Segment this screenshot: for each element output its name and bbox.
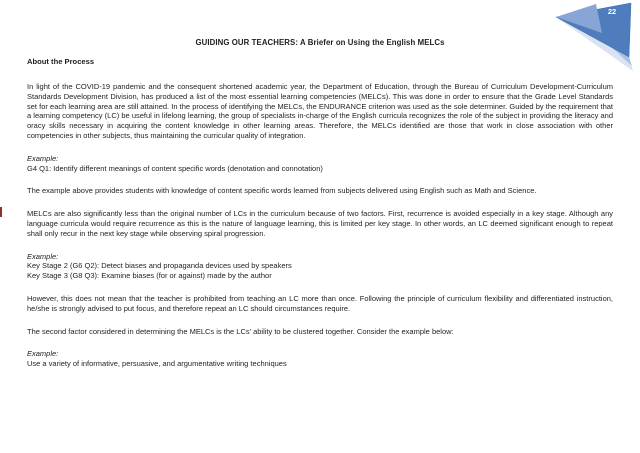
left-edge-artifact	[0, 207, 2, 217]
example-line: Key Stage 2 (G6 Q2): Detect biases and propaganda devices used by speakers	[27, 261, 292, 271]
example-block-2	[27, 252, 613, 281]
section-heading: About the Process	[27, 57, 95, 66]
example-block-3	[27, 349, 613, 369]
paragraph-flexibility: However, this does not mean that the teacher is prohibited from teaching an LC more than once. Following the principle of curriculum flexibility and differentiated instruction, he/she is strongly advised to put focus, and therefore repeat an LC should circumstances require.	[27, 293, 613, 313]
example-line: Key Stage 3 (G8 Q3): Examine biases (for or against) made by the author	[27, 271, 272, 281]
paragraph-example-note: The example above provides students with knowledge of content specific words learned from subjects delivered using English such as Math and Science.	[27, 186, 537, 196]
document-title: GUIDING OUR TEACHERS: A Briefer on Using the English MELCs	[195, 38, 445, 47]
example-line: Use a variety of informative, persuasive, and argumentative writing techniques	[27, 359, 287, 369]
example-label: Example:	[27, 153, 59, 163]
example-line: G4 Q1: Identify different meanings of content specific words (denotation and connotation)	[27, 163, 323, 173]
paragraph-recurrence: MELCs are also significantly less than the original number of LCs in the curriculum because of two factors. First, recurrence is avoided especially in a key stage. Although any language curricula would require recurrence as this is the nature of language learning, this is limited per key stage. In other words, an LC deemed significant enough to repeat shall only recur in the next key stage while observing spiral progression.	[27, 209, 613, 238]
paragraph-clustering: The second factor considered in determining the MELCs is the LCs’ ability to be clustered together. Consider the example below:	[27, 326, 454, 336]
page-number: 22	[607, 7, 617, 16]
example-label: Example:	[27, 349, 59, 359]
document-body	[27, 0, 613, 369]
paragraph-intro: In light of the COVID-19 pandemic and the consequent shortened academic year, the Department of Education, through the Bureau of Curriculum Development-Curriculum Standards Development Division, has produced a list of the most essential learning competencies (MELCs). This was done in order to ensure that the Grade Level Standards set for each learning area are still attained. In the process of identifying the MELCs, the ENDURANCE criterion was used as the sole determiner. Guided by the requirement that a learning competency (LC) be useful in lifelong learning, the group of specialists in-charge of the English curricula recognizes the role of the subject in providing the literacy and oracy skills necessary in acquiring the content knowledge in other learning areas. Therefore, the MELCs identified are those that work in close association with other competencies in other subjects, thus maintaining the curricular quality of integration.	[27, 82, 613, 140]
example-label: Example:	[27, 251, 59, 261]
example-block-1	[27, 154, 613, 174]
